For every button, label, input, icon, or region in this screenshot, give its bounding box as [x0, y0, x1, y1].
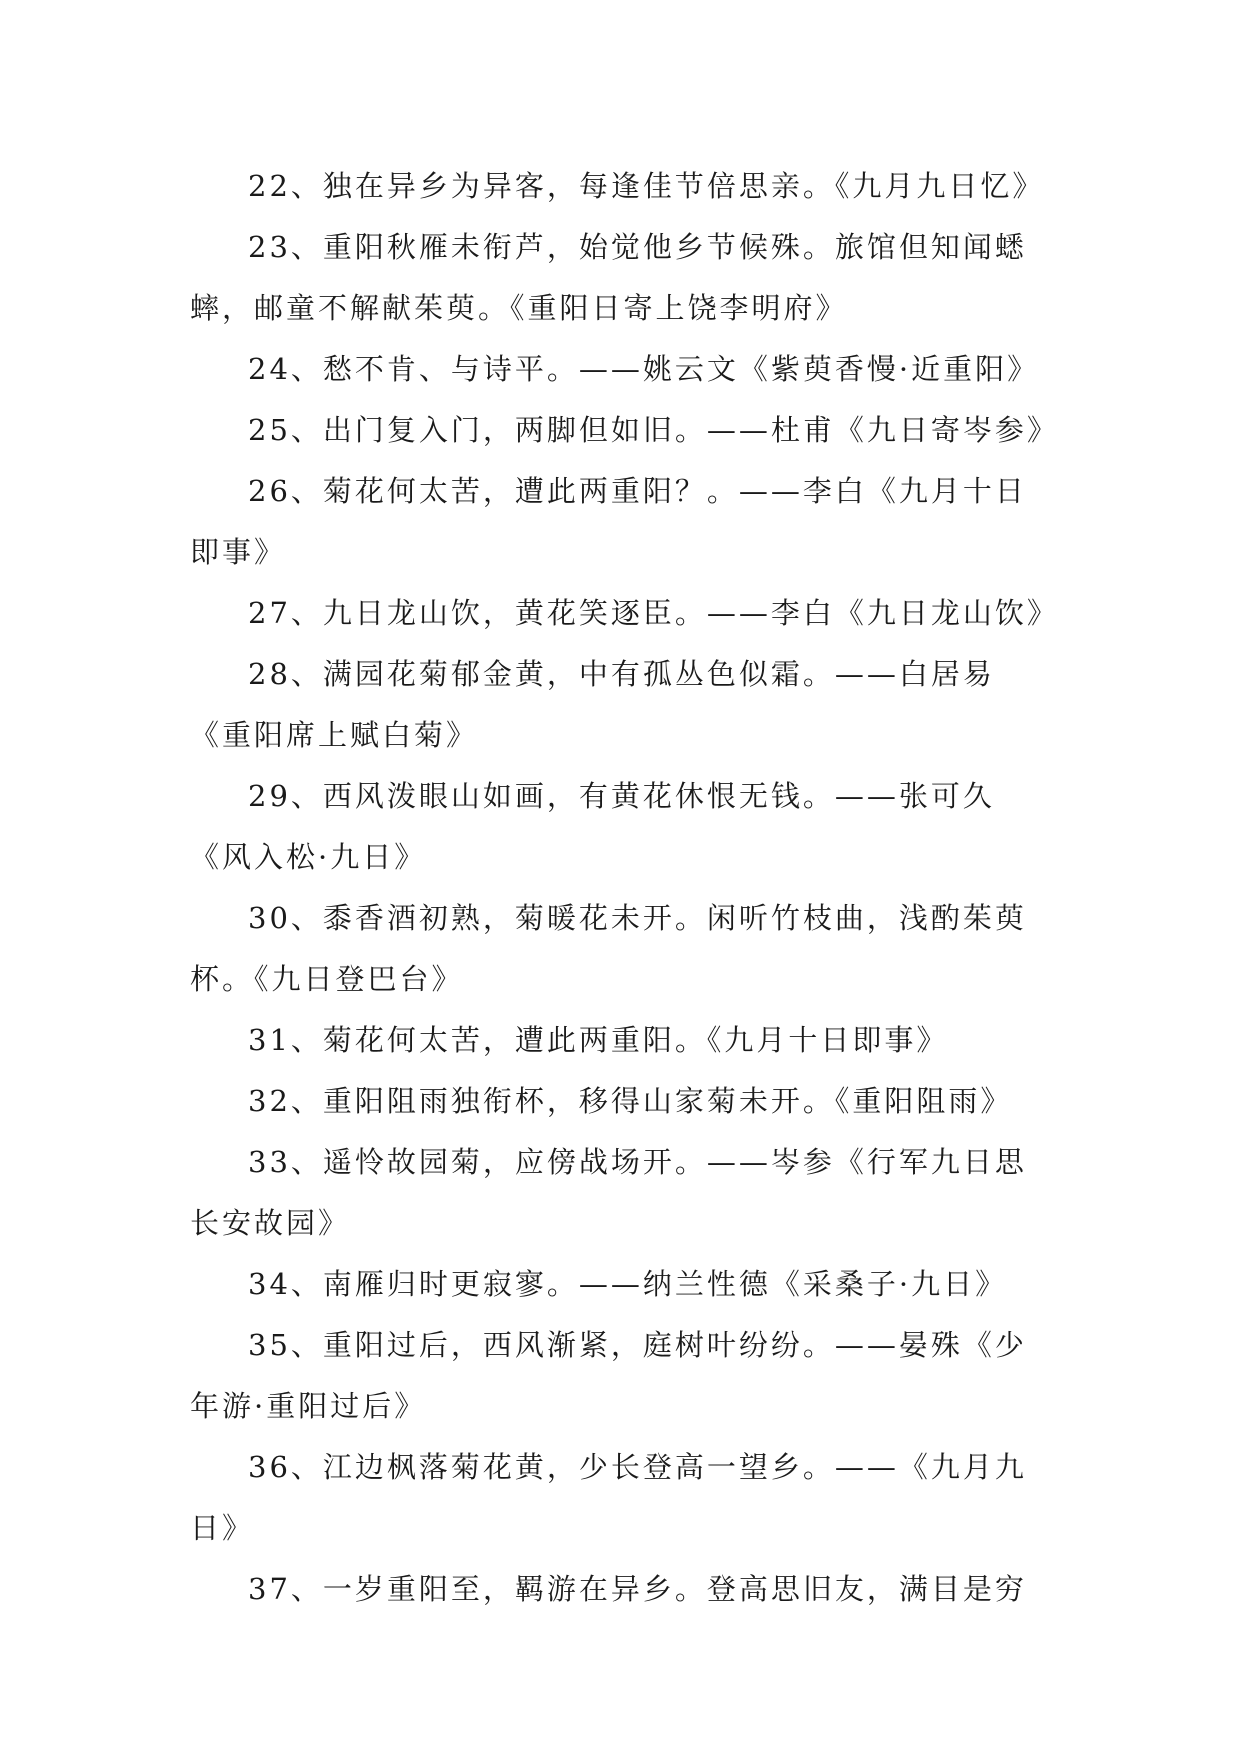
poem-line-35-part1: 35、重阳过后，西风渐紧，庭树叶纷纷。——晏殊《少	[248, 1328, 1027, 1362]
poem-line-27: 27、九日龙山饮，黄花笑逐臣。——李白《九日龙山饮》	[248, 596, 1059, 630]
poem-line-28-part2: 《重阳席上赋白菊》	[190, 718, 479, 752]
poem-line-26-part1: 26、菊花何太苦，遭此两重阳？。——李白《九月十日	[248, 474, 1027, 508]
poem-line-24: 24、愁不肯、与诗平。——姚云文《紫萸香慢·近重阳》	[248, 352, 1040, 386]
poem-line-25: 25、出门复入门，两脚但如旧。——杜甫《九日寄岑参》	[248, 413, 1059, 447]
poem-line-30-part2: 杯。《九日登巴台》	[190, 962, 464, 996]
poem-line-23-part1: 23、重阳秋雁未衔芦，始觉他乡节候殊。旅馆但知闻蟋	[248, 230, 1027, 264]
poem-line-33-part2: 长安故园》	[190, 1206, 351, 1240]
poem-list	[190, 156, 1059, 1620]
poem-line-28-part1: 28、满园花菊郁金黄，中有孤丛色似霜。——白居易	[248, 657, 995, 691]
poem-line-35-part2: 年游·重阳过后》	[190, 1389, 427, 1423]
poem-line-37: 37、一岁重阳至，羁游在异乡。登高思旧友，满目是穷	[248, 1572, 1027, 1606]
poem-line-26-part2: 即事》	[190, 535, 287, 569]
poem-line-30-part1: 30、黍香酒初熟，菊暖花未开。闲听竹枝曲，浅酌茱萸	[248, 901, 1027, 935]
poem-line-22: 22、独在异乡为异客，每逢佳节倍思亲。《九月九日忆》	[248, 169, 1045, 203]
poem-line-29-part1: 29、西风泼眼山如画，有黄花休恨无钱。——张可久	[248, 779, 995, 813]
poem-line-32: 32、重阳阻雨独衔杯，移得山家菊未开。《重阳阻雨》	[248, 1084, 1013, 1118]
poem-line-34: 34、南雁归时更寂寥。——纳兰性德《采桑子·九日》	[248, 1267, 1008, 1301]
poem-line-29-part2: 《风入松·九日》	[190, 840, 427, 874]
poem-line-36-part2: 日》	[190, 1511, 255, 1545]
poem-line-31: 31、菊花何太苦，遭此两重阳。《九月十日即事》	[248, 1023, 949, 1057]
poem-line-33-part1: 33、遥怜故园菊，应傍战场开。——岑参《行军九日思	[248, 1145, 1027, 1179]
poem-line-23-part2: 蟀，邮童不解献茱萸。《重阳日寄上饶李明府》	[190, 291, 848, 325]
poem-line-36-part1: 36、江边枫落菊花黄，少长登高一望乡。——《九月九	[248, 1450, 1027, 1484]
